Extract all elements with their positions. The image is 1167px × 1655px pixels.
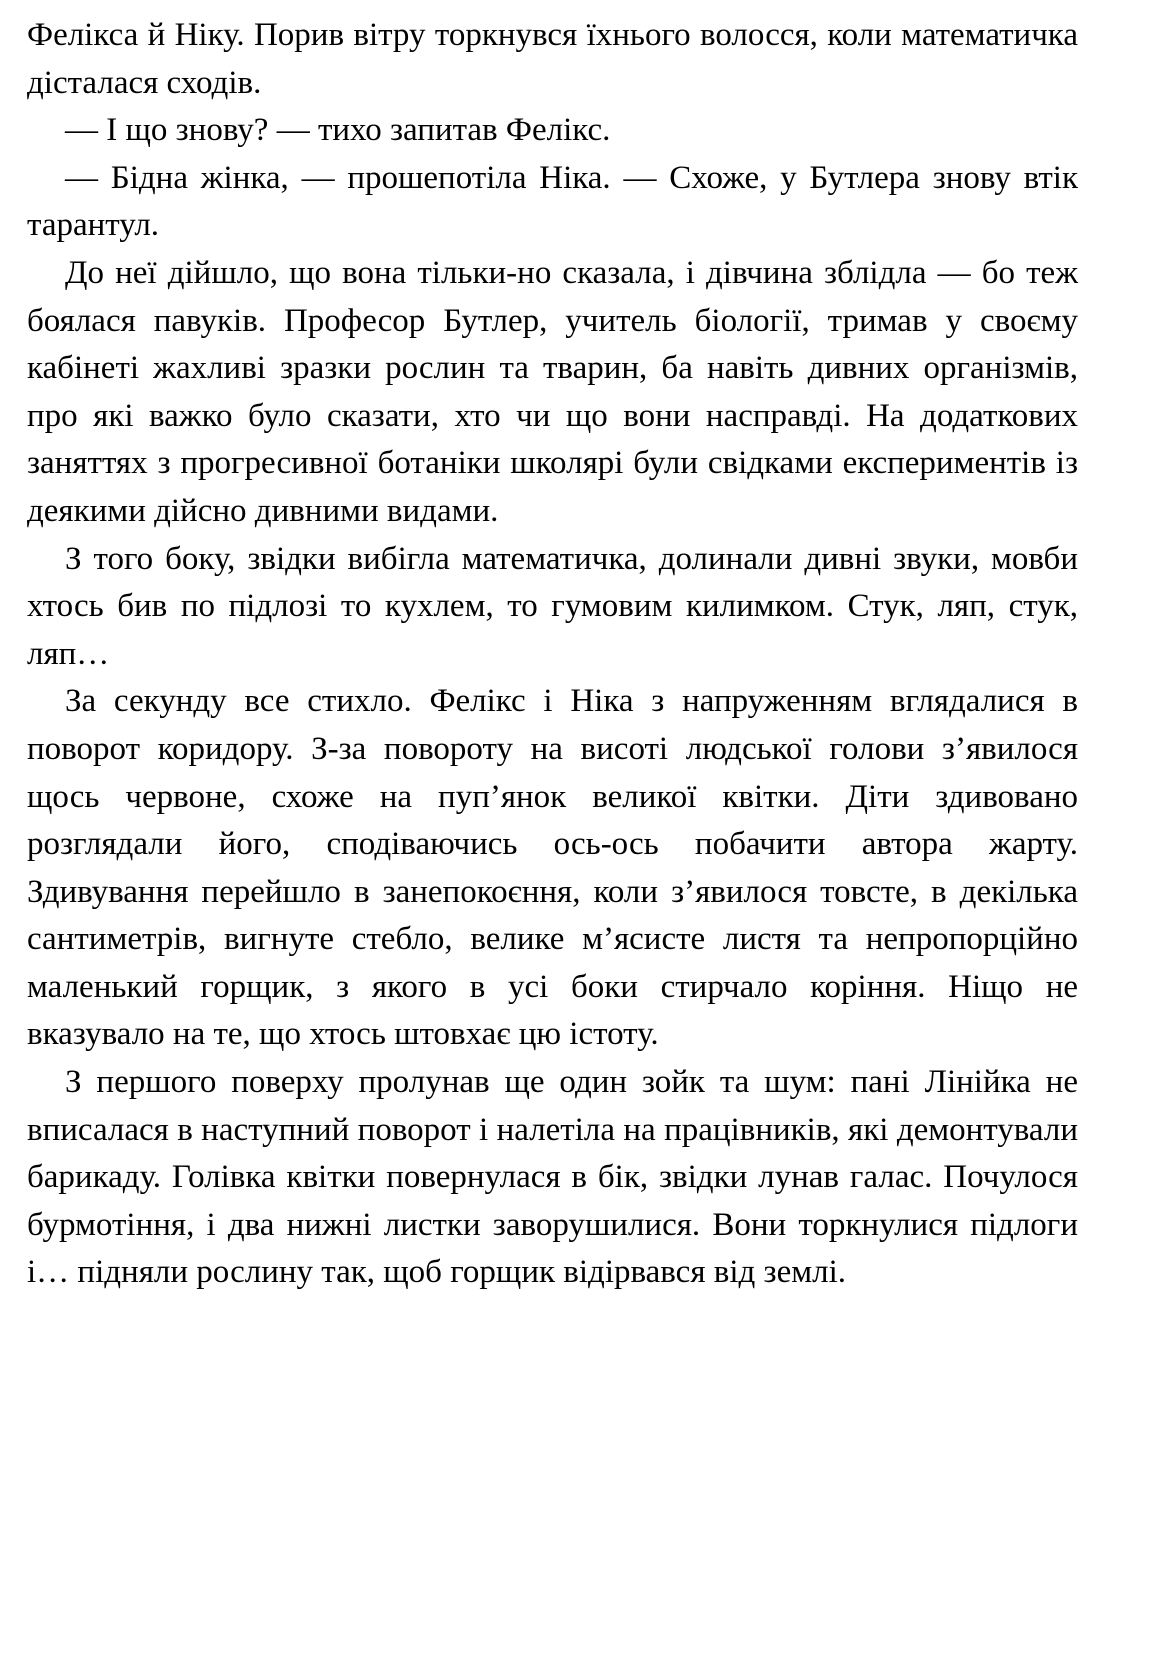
paragraph-dialogue-nika: — Бідна жінка, — прошепотіла Ніка. — Схоже, у Бутлера знову втік тарантул. xyxy=(27,159,1078,244)
paragraph-first-floor: З першого поверху пролунав ще один зойк та шум: пані Лінійка не вписалася в наступний поворот і налетіла на працівників, які демонтували барикаду. Голівка квітки повернулася в бік, звідки лунав галас. Почулося бурмотіння, і два нижні листки заворушилися. Вони торкнулися підлоги і… підняли рослину так, щоб горщик відірвався від землі. xyxy=(27,1064,1078,1291)
book-page xyxy=(27,12,1078,1297)
paragraph-strange-sounds: З того боку, звідки вибігла математичка, долинали дивні звуки, мовби хтось бив по підлозі то кухлем, то гумовим килимком. Стук, ляп, стук, ляп… xyxy=(27,540,1078,672)
paragraph-butler-biology: До неї дійшло, що вона тільки-но сказала, і дівчина зблідла — бо теж боялася павуків. Професор Бутлер, учитель біології, тримав у своєму кабінеті жахливі зразки рослин та тварин, ба навіть дивних організмів, про які важко було сказати, хто чи що вони насправді. На додаткових заняттях з прогресивної ботаніки школярі були свідками експериментів із деякими дійсно дивними видами. xyxy=(27,254,1078,529)
paragraph-dialogue-felix: — І що знову? — тихо запитав Фелікс. xyxy=(65,112,611,149)
paragraph-continuation: Фелікса й Ніку. Порив вітру торкнувся їхнього волосся, коли математичка дісталася сходів. xyxy=(27,17,1078,101)
paragraph-red-bud: За секунду все стихло. Фелікс і Ніка з напруженням вглядалися в поворот коридору. З-за повороту на висоті людської голови з’явилося щось червоне, схоже на пуп’янок великої квітки. Діти здивовано розглядали його, сподіваючись ось-ось побачити автора жарту. Здивування перейшло в занепокоєння, коли з’явилося товсте, в декілька сантиметрів, вигнуте стебло, велике м’ясисте листя та непропорційно маленький горщик, з якого в усі боки стирчало коріння. Ніщо не вказувало на те, що хтось штовхає цю істоту. xyxy=(27,683,1078,1053)
